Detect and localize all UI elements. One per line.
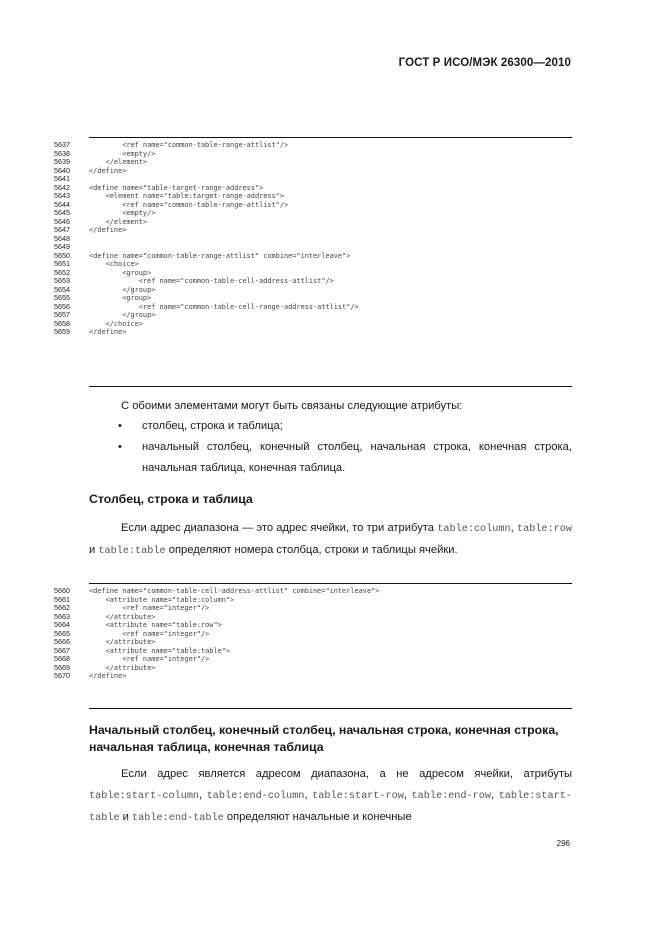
paragraph-1-text: и: [89, 544, 99, 556]
code-line: [0, 587, 600, 596]
code-line: [0, 664, 600, 673]
line-number: 5665: [54, 628, 70, 638]
code-text: </choice>: [89, 319, 143, 328]
bullet-mark: •: [118, 441, 122, 453]
code-text: <ref name="common-table-cell-address-attlist"/>: [89, 277, 334, 285]
paragraph-2-text: ,: [490, 789, 499, 801]
paragraph-2-text: Если адрес является адресом диапазона, а не адресом ячейки, атрибуты: [121, 768, 572, 780]
line-number: 5639: [54, 157, 70, 166]
code-line: [0, 243, 600, 252]
line-number: 5653: [54, 276, 70, 285]
code-text: <define name="common-table-range-attlist" combine="interleave">: [89, 251, 351, 260]
line-number: 5652: [54, 267, 70, 277]
line-number: 5659: [54, 327, 70, 336]
line-number: 5661: [54, 594, 70, 604]
code-line: [0, 218, 600, 227]
line-number: 5658: [54, 318, 70, 328]
code-line: [0, 277, 600, 286]
code-block-1: [0, 141, 600, 337]
section-heading-1: Столбец, строка и таблица: [89, 492, 253, 506]
bullet-text: начальный столбец, конечный столбец, начальная строка, конечная строка, начальная таблица, конечная таблица.: [142, 441, 572, 474]
line-number: 5651: [54, 259, 70, 268]
code-line: [0, 596, 600, 605]
code-text: <ref name="integer"/>: [89, 655, 210, 663]
code-line: [0, 184, 600, 193]
code-line: [0, 150, 600, 159]
code-text: <ref name="common-table-range-attlist"/>: [89, 141, 289, 149]
paragraph-2-text: ,: [304, 789, 313, 801]
code-text: <choice>: [89, 260, 139, 268]
page-number: 296: [556, 839, 570, 848]
bullet-text: столбец, строка и таблица;: [142, 420, 283, 432]
code-line: [0, 303, 600, 312]
line-number: 5650: [54, 250, 70, 260]
line-number: 5647: [54, 225, 70, 234]
line-number: 5664: [54, 620, 70, 629]
code-line: [0, 630, 600, 639]
line-number: 5648: [54, 233, 70, 243]
code-top-rule-1: [89, 137, 572, 138]
code-text: </group>: [89, 285, 156, 294]
line-number: 5649: [54, 242, 70, 251]
code-term: table:start-column: [89, 791, 200, 802]
code-text: </define>: [89, 672, 127, 680]
code-line: [0, 320, 600, 329]
intro-paragraph: С обоими элементами могут быть связаны следующие атрибуты:: [121, 400, 463, 412]
code-line: [0, 311, 600, 320]
code-text: <empty/>: [89, 149, 156, 158]
code-text: </define>: [89, 328, 127, 336]
paragraph-2-text: определяют начальные и конечные: [223, 811, 412, 823]
line-number: 5662: [54, 603, 70, 612]
code-line: [0, 286, 600, 295]
line-number: 5641: [54, 174, 70, 183]
code-text: <ref name="integer"/>: [89, 629, 210, 638]
paragraph-2-text: ,: [199, 789, 207, 801]
code-text: <ref name="common-table-cell-range-address-attlist"/>: [89, 302, 359, 311]
line-number: 5640: [54, 165, 70, 175]
line-number: 5645: [54, 208, 70, 217]
code-text: </group>: [89, 311, 156, 319]
code-term: table:start-row: [312, 791, 404, 802]
code-line: [0, 621, 600, 630]
code-text: <define name="table-target-range-address">: [89, 183, 264, 192]
line-number: 5637: [54, 140, 70, 149]
paragraph-1-text: определяют номера столбца, строки и таблицы ячейки.: [165, 544, 458, 556]
code-text: <group>: [89, 268, 152, 277]
code-term: table:table: [98, 546, 166, 557]
code-line: [0, 226, 600, 235]
code-line: [0, 201, 600, 210]
paragraph-2: [89, 764, 572, 829]
line-number: 5660: [54, 586, 70, 595]
code-line: [0, 141, 600, 150]
line-number: 5666: [54, 637, 70, 646]
code-text: <ref name="common-table-range-attlist"/>: [89, 200, 289, 209]
code-line: [0, 269, 600, 278]
line-number: 5643: [54, 191, 70, 200]
line-number: 5670: [54, 671, 70, 680]
line-number: 5657: [54, 310, 70, 319]
code-term: table:end-column: [206, 791, 305, 802]
section-heading-2: Начальный столбец, конечный столбец, начальная строка, конечная строка, начальная таблица, конечная таблица: [89, 723, 559, 754]
line-number: 5638: [54, 148, 70, 158]
line-number: 5656: [54, 301, 70, 311]
code-line: [0, 209, 600, 218]
code-text: </element>: [89, 158, 148, 166]
code-term: table:end-row: [411, 791, 491, 802]
code-text: </attribute>: [89, 663, 156, 672]
code-line: [0, 175, 600, 184]
bullet-mark: •: [118, 420, 122, 432]
line-number: 5646: [54, 216, 70, 226]
paragraph-2-text: и: [119, 811, 133, 823]
paragraph-1-text: Если адрес диапазона — это адрес ячейки, то три атрибута: [121, 522, 438, 534]
code-text: <group>: [89, 294, 152, 302]
code-text: <attribute name="table:column">: [89, 595, 235, 604]
line-number: 5644: [54, 199, 70, 209]
code-line: [0, 328, 600, 337]
line-number: 5667: [54, 645, 70, 655]
code-term: table:row: [516, 524, 572, 535]
code-line: [0, 604, 600, 613]
code-bottom-rule-1: [89, 386, 572, 387]
code-text: <define name="common-table-cell-address-attlist" combine="interleave">: [89, 587, 380, 595]
code-line: [0, 260, 600, 269]
paragraph-1: [89, 518, 572, 562]
code-text: </attribute>: [89, 612, 156, 621]
code-text: <empty/>: [89, 209, 156, 217]
line-number: 5668: [54, 654, 70, 663]
page-header: ГОСТ Р ИСО/МЭК 26300—2010: [398, 57, 571, 69]
paragraph-2-text: ,: [403, 789, 412, 801]
code-block-2: [0, 587, 600, 681]
code-line: [0, 235, 600, 244]
code-term: table:end-table: [132, 813, 224, 824]
code-line: [0, 294, 600, 303]
code-term: table:column: [437, 524, 511, 535]
code-line: [0, 647, 600, 656]
line-number: 5642: [54, 182, 70, 192]
code-line: [0, 158, 600, 167]
code-text: <attribute name="table:table">: [89, 646, 231, 655]
code-line: [0, 613, 600, 622]
code-line: [0, 192, 600, 201]
line-number: 5654: [54, 284, 70, 294]
code-line: [0, 638, 600, 647]
code-text: </define>: [89, 226, 127, 234]
code-line: [0, 252, 600, 261]
code-line: [0, 167, 600, 176]
code-text: <attribute name="table:row">: [89, 621, 222, 629]
code-text: </define>: [89, 166, 127, 175]
code-text: </attribute>: [89, 638, 156, 646]
code-line: [0, 672, 600, 681]
line-number: 5663: [54, 611, 70, 621]
code-top-rule-2: [89, 583, 572, 584]
line-number: 5669: [54, 662, 70, 672]
paragraph-1-text: ,: [510, 522, 517, 534]
code-bottom-rule-2: [89, 708, 572, 709]
code-term: table:start-table: [89, 791, 572, 824]
code-text: <element name="table:target-range-address">: [89, 192, 284, 200]
line-number: 5655: [54, 293, 70, 302]
code-line: [0, 655, 600, 664]
code-text: </element>: [89, 217, 148, 226]
code-text: <ref name="integer"/>: [89, 604, 210, 612]
